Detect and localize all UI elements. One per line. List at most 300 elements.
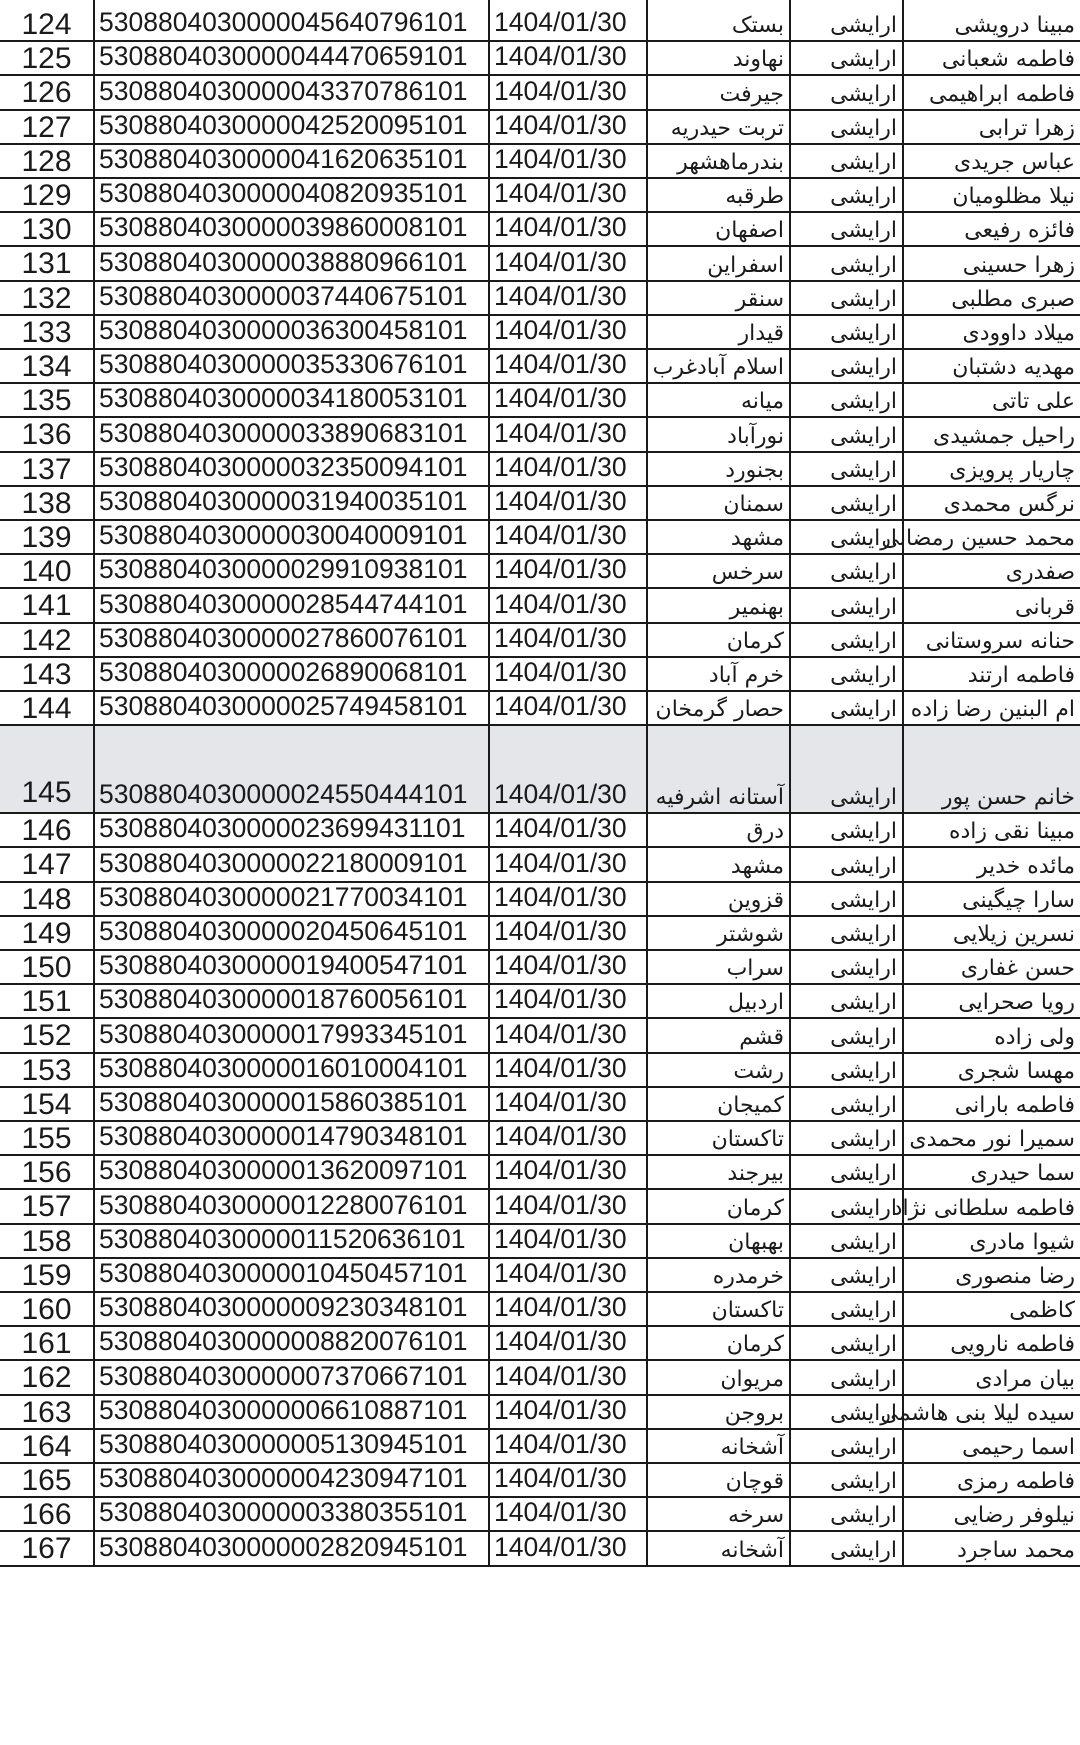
- cell-date[interactable]: 1404/01/30: [490, 418, 648, 450]
- cell-name[interactable]: صبری مطلبی: [951, 286, 1075, 312]
- cell-code[interactable]: 5308804030000017993345101: [95, 1019, 490, 1051]
- table-row[interactable]: [0, 179, 1080, 213]
- cell-type[interactable]: ارایشی: [791, 1190, 904, 1222]
- cell-city[interactable]: درق: [648, 814, 791, 846]
- cell-date[interactable]: 1404/01/30: [490, 624, 648, 656]
- cell-city[interactable]: بجنورد: [648, 453, 791, 485]
- table-row[interactable]: [0, 1190, 1080, 1224]
- cell-index[interactable]: 153: [0, 1054, 95, 1086]
- cell-date[interactable]: 1404/01/30: [490, 384, 648, 416]
- cell-type[interactable]: ارایشی: [791, 1498, 904, 1530]
- cell-name[interactable]: کاظمی: [1009, 1298, 1075, 1324]
- cell-code[interactable]: 5308804030000006610887101: [95, 1396, 490, 1428]
- cell-index[interactable]: 150: [0, 951, 95, 983]
- cell-index[interactable]: 130: [0, 213, 95, 245]
- table-row[interactable]: [0, 658, 1080, 692]
- cell-name[interactable]: سما حیدری: [970, 1161, 1075, 1187]
- cell-type[interactable]: ارایشی: [791, 917, 904, 949]
- cell-type[interactable]: ارایشی: [791, 814, 904, 846]
- cell-date[interactable]: 1404/01/30: [490, 213, 648, 245]
- cell-code[interactable]: 5308804030000010450457101: [95, 1259, 490, 1291]
- cell-type[interactable]: ارایشی: [791, 692, 904, 724]
- cell-date[interactable]: 1404/01/30: [490, 1259, 648, 1291]
- cell-index[interactable]: 166: [0, 1498, 95, 1530]
- cell-city[interactable]: کرمان: [648, 1327, 791, 1359]
- cell-index[interactable]: 135: [0, 384, 95, 416]
- cell-name[interactable]: فاطمه نارویی: [950, 1332, 1075, 1358]
- cell-code[interactable]: 5308804030000035330676101: [95, 350, 490, 382]
- cell-code[interactable]: 5308804030000032350094101: [95, 453, 490, 485]
- cell-type[interactable]: ارایشی: [791, 42, 904, 74]
- cell-index[interactable]: 159: [0, 1259, 95, 1291]
- cell-code[interactable]: 5308804030000030040009101: [95, 521, 490, 553]
- cell-date[interactable]: 1404/01/30: [490, 179, 648, 211]
- cell-index[interactable]: 144: [0, 692, 95, 724]
- cell-code[interactable]: 5308804030000002820945101: [95, 1532, 490, 1564]
- table-row[interactable]: [0, 1293, 1080, 1327]
- cell-city[interactable]: اصفهان: [648, 213, 791, 245]
- cell-date[interactable]: 1404/01/30: [490, 1156, 648, 1188]
- cell-type[interactable]: ارایشی: [791, 1054, 904, 1086]
- cell-date[interactable]: 1404/01/30: [490, 951, 648, 983]
- cell-city[interactable]: جیرفت: [648, 76, 791, 108]
- cell-name[interactable]: زهرا حسینی: [962, 252, 1075, 278]
- cell-date[interactable]: 1404/01/30: [490, 1225, 648, 1257]
- cell-name[interactable]: نیلوفر رضایی: [953, 1503, 1075, 1529]
- cell-type[interactable]: ارایشی: [791, 350, 904, 382]
- cell-city[interactable]: بندرماهشهر: [648, 145, 791, 177]
- cell-code[interactable]: 5308804030000009230348101: [95, 1293, 490, 1325]
- cell-name[interactable]: بیان مرادی: [975, 1366, 1075, 1392]
- cell-type[interactable]: ارایشی: [791, 1156, 904, 1188]
- cell-name[interactable]: رضا منصوری: [955, 1263, 1075, 1289]
- cell-date[interactable]: 1404/01/30: [490, 692, 648, 724]
- cell-index[interactable]: 126: [0, 76, 95, 108]
- cell-code[interactable]: 5308804030000003380355101: [95, 1498, 490, 1530]
- cell-date[interactable]: 1404/01/30: [490, 1190, 648, 1222]
- cell-name[interactable]: مائده خدیر: [976, 853, 1075, 879]
- cell-name[interactable]: خانم حسن پور: [941, 785, 1075, 811]
- cell-name[interactable]: محمد حسین رمضانی: [881, 526, 1075, 552]
- table-row[interactable]: [0, 726, 1080, 814]
- cell-type[interactable]: ارایشی: [791, 76, 904, 108]
- table-row[interactable]: [0, 521, 1080, 555]
- cell-type[interactable]: ارایشی: [791, 951, 904, 983]
- table-row[interactable]: [0, 1327, 1080, 1361]
- cell-code[interactable]: 5308804030000005130945101: [95, 1430, 490, 1462]
- cell-code[interactable]: 5308804030000008820076101: [95, 1327, 490, 1359]
- cell-type[interactable]: ارایشی: [791, 726, 904, 812]
- cell-code[interactable]: 5308804030000039860008101: [95, 213, 490, 245]
- cell-city[interactable]: آستانه اشرفیه: [648, 726, 791, 812]
- cell-type[interactable]: ارایشی: [791, 179, 904, 211]
- table-row[interactable]: [0, 1122, 1080, 1156]
- cell-date[interactable]: 1404/01/30: [490, 726, 648, 812]
- cell-type[interactable]: ارایشی: [791, 1088, 904, 1120]
- cell-code[interactable]: 5308804030000036300458101: [95, 316, 490, 348]
- cell-type[interactable]: ارایشی: [791, 1293, 904, 1325]
- cell-city[interactable]: طرقبه: [648, 179, 791, 211]
- cell-date[interactable]: 1404/01/30: [490, 145, 648, 177]
- cell-index[interactable]: 133: [0, 316, 95, 348]
- cell-city[interactable]: تاکستان: [648, 1293, 791, 1325]
- cell-code[interactable]: 5308804030000007370667101: [95, 1361, 490, 1393]
- table-row[interactable]: [0, 1054, 1080, 1088]
- cell-index[interactable]: 154: [0, 1088, 95, 1120]
- cell-code[interactable]: 5308804030000018760056101: [95, 985, 490, 1017]
- table-row[interactable]: [0, 1088, 1080, 1122]
- cell-code[interactable]: 5308804030000004230947101: [95, 1464, 490, 1496]
- cell-date[interactable]: 1404/01/30: [490, 1498, 648, 1530]
- cell-code[interactable]: 5308804030000041620635101: [95, 145, 490, 177]
- cell-city[interactable]: سرخه: [648, 1498, 791, 1530]
- table-row[interactable]: [0, 145, 1080, 179]
- cell-name[interactable]: سارا چیگینی: [962, 887, 1075, 913]
- cell-date[interactable]: 1404/01/30: [490, 1293, 648, 1325]
- table-row[interactable]: [0, 692, 1080, 726]
- cell-date[interactable]: 1404/01/30: [490, 42, 648, 74]
- cell-name[interactable]: سیده لیلا بنی هاشمی: [880, 1400, 1075, 1426]
- cell-name[interactable]: عباس جریدی: [954, 149, 1075, 175]
- cell-city[interactable]: بیرجند: [648, 1156, 791, 1188]
- table-row[interactable]: [0, 555, 1080, 589]
- cell-index[interactable]: 163: [0, 1396, 95, 1428]
- table-row[interactable]: [0, 624, 1080, 658]
- cell-index[interactable]: 157: [0, 1190, 95, 1222]
- table-row[interactable]: [0, 1156, 1080, 1190]
- cell-code[interactable]: 5308804030000040820935101: [95, 179, 490, 211]
- cell-type[interactable]: ارایشی: [791, 658, 904, 690]
- cell-type[interactable]: ارایشی: [791, 1532, 904, 1564]
- cell-city[interactable]: بستک: [648, 8, 791, 40]
- table-row[interactable]: [0, 350, 1080, 384]
- cell-city[interactable]: قوچان: [648, 1464, 791, 1496]
- cell-code[interactable]: 5308804030000026890068101: [95, 658, 490, 690]
- cell-name[interactable]: نرگس محمدی: [943, 491, 1075, 517]
- cell-index[interactable]: 143: [0, 658, 95, 690]
- cell-city[interactable]: سنقر: [648, 282, 791, 314]
- table-row[interactable]: [0, 76, 1080, 110]
- cell-index[interactable]: 124: [0, 8, 95, 40]
- table-row[interactable]: [0, 213, 1080, 247]
- cell-name[interactable]: محمد ساجرد: [957, 1537, 1075, 1563]
- cell-date[interactable]: 1404/01/30: [490, 1396, 648, 1428]
- cell-date[interactable]: 1404/01/30: [490, 453, 648, 485]
- cell-date[interactable]: 1404/01/30: [490, 1532, 648, 1564]
- cell-code[interactable]: 5308804030000019400547101: [95, 951, 490, 983]
- cell-name[interactable]: مهسا شجری: [957, 1058, 1075, 1084]
- cell-code[interactable]: 5308804030000028544744101: [95, 589, 490, 621]
- cell-city[interactable]: شوشتر: [648, 917, 791, 949]
- cell-city[interactable]: سراب: [648, 951, 791, 983]
- cell-type[interactable]: ارایشی: [791, 213, 904, 245]
- cell-date[interactable]: 1404/01/30: [490, 521, 648, 553]
- cell-name[interactable]: نسرین زیلایی: [952, 921, 1075, 947]
- cell-type[interactable]: ارایشی: [791, 555, 904, 587]
- cell-name[interactable]: اسما رحیمی: [962, 1434, 1075, 1460]
- cell-type[interactable]: ارایشی: [791, 1464, 904, 1496]
- table-row[interactable]: [0, 848, 1080, 882]
- cell-index[interactable]: 165: [0, 1464, 95, 1496]
- cell-name[interactable]: مهدیه دشتبان: [952, 355, 1075, 381]
- cell-type[interactable]: ارایشی: [791, 1361, 904, 1393]
- cell-index[interactable]: 167: [0, 1532, 95, 1564]
- table-row[interactable]: [0, 111, 1080, 145]
- cell-code[interactable]: 5308804030000020450645101: [95, 917, 490, 949]
- cell-type[interactable]: ارایشی: [791, 487, 904, 519]
- cell-code[interactable]: 5308804030000044470659101: [95, 42, 490, 74]
- cell-index[interactable]: 156: [0, 1156, 95, 1188]
- cell-code[interactable]: 5308804030000038880966101: [95, 247, 490, 279]
- cell-type[interactable]: ارایشی: [791, 1019, 904, 1051]
- cell-code[interactable]: 5308804030000016010004101: [95, 1054, 490, 1086]
- cell-city[interactable]: خرمدره: [648, 1259, 791, 1291]
- cell-date[interactable]: 1404/01/30: [490, 985, 648, 1017]
- cell-code[interactable]: 5308804030000023699431101: [95, 814, 490, 846]
- cell-type[interactable]: ارایشی: [791, 316, 904, 348]
- cell-city[interactable]: بهنمیر: [648, 589, 791, 621]
- cell-city[interactable]: اسفراین: [648, 247, 791, 279]
- cell-type[interactable]: ارایشی: [791, 848, 904, 880]
- cell-code[interactable]: 5308804030000045640796101: [95, 8, 490, 40]
- cell-name[interactable]: فاطمه رمزی: [956, 1469, 1075, 1495]
- cell-name[interactable]: رویا صحرایی: [958, 990, 1075, 1016]
- table-row[interactable]: [0, 42, 1080, 76]
- cell-city[interactable]: قشم: [648, 1019, 791, 1051]
- cell-name[interactable]: ام البنین رضا زاده: [910, 697, 1075, 723]
- cell-index[interactable]: 146: [0, 814, 95, 846]
- cell-type[interactable]: ارایشی: [791, 453, 904, 485]
- cell-city[interactable]: کمیجان: [648, 1088, 791, 1120]
- cell-code[interactable]: 5308804030000022180009101: [95, 848, 490, 880]
- cell-index[interactable]: 152: [0, 1019, 95, 1051]
- cell-code[interactable]: 5308804030000027860076101: [95, 624, 490, 656]
- cell-city[interactable]: اردبیل: [648, 985, 791, 1017]
- cell-name[interactable]: نیلا مظلومیان: [952, 184, 1075, 210]
- cell-date[interactable]: 1404/01/30: [490, 282, 648, 314]
- table-row[interactable]: [0, 316, 1080, 350]
- cell-code[interactable]: 5308804030000013620097101: [95, 1156, 490, 1188]
- cell-code[interactable]: 5308804030000024550444101: [95, 726, 490, 812]
- cell-name[interactable]: قربانی: [1015, 594, 1075, 620]
- cell-city[interactable]: رشت: [648, 1054, 791, 1086]
- cell-index[interactable]: 136: [0, 418, 95, 450]
- cell-name[interactable]: صفدری: [1005, 560, 1075, 586]
- table-row[interactable]: [0, 487, 1080, 521]
- cell-index[interactable]: 134: [0, 350, 95, 382]
- cell-type[interactable]: ارایشی: [791, 8, 904, 40]
- cell-name[interactable]: فاطمه ابراهیمی: [928, 81, 1075, 107]
- table-row[interactable]: [0, 384, 1080, 418]
- cell-index[interactable]: 137: [0, 453, 95, 485]
- cell-city[interactable]: اسلام آبادغرب: [648, 350, 791, 382]
- cell-date[interactable]: 1404/01/30: [490, 917, 648, 949]
- cell-type[interactable]: ارایشی: [791, 985, 904, 1017]
- table-row[interactable]: [0, 917, 1080, 951]
- cell-city[interactable]: سمنان: [648, 487, 791, 519]
- cell-date[interactable]: 1404/01/30: [490, 555, 648, 587]
- cell-code[interactable]: 5308804030000042520095101: [95, 111, 490, 143]
- cell-code[interactable]: 5308804030000029910938101: [95, 555, 490, 587]
- cell-date[interactable]: 1404/01/30: [490, 1464, 648, 1496]
- cell-index[interactable]: 147: [0, 848, 95, 880]
- cell-name[interactable]: شیوا مادری: [969, 1229, 1075, 1255]
- cell-code[interactable]: 5308804030000014790348101: [95, 1122, 490, 1154]
- cell-city[interactable]: کرمان: [648, 1190, 791, 1222]
- cell-city[interactable]: آشخانه: [648, 1430, 791, 1462]
- cell-type[interactable]: ارایشی: [791, 883, 904, 915]
- cell-index[interactable]: 151: [0, 985, 95, 1017]
- cell-index[interactable]: 132: [0, 282, 95, 314]
- cell-index[interactable]: 162: [0, 1361, 95, 1393]
- cell-code[interactable]: 5308804030000025749458101: [95, 692, 490, 724]
- cell-index[interactable]: 149: [0, 917, 95, 949]
- cell-city[interactable]: نورآباد: [648, 418, 791, 450]
- cell-type[interactable]: ارایشی: [791, 1122, 904, 1154]
- cell-type[interactable]: ارایشی: [791, 624, 904, 656]
- table-row[interactable]: [0, 1019, 1080, 1053]
- table-row[interactable]: [0, 883, 1080, 917]
- cell-type[interactable]: ارایشی: [791, 111, 904, 143]
- cell-index[interactable]: 142: [0, 624, 95, 656]
- table-row[interactable]: [0, 1259, 1080, 1293]
- table-row[interactable]: [0, 1396, 1080, 1430]
- cell-city[interactable]: کرمان: [648, 624, 791, 656]
- table-row[interactable]: [0, 951, 1080, 985]
- cell-index[interactable]: 160: [0, 1293, 95, 1325]
- cell-city[interactable]: مشهد: [648, 521, 791, 553]
- cell-date[interactable]: 1404/01/30: [490, 1019, 648, 1051]
- cell-index[interactable]: 125: [0, 42, 95, 74]
- table-row[interactable]: [0, 814, 1080, 848]
- cell-name[interactable]: سمیرا نور محمدی: [909, 1127, 1075, 1153]
- table-row[interactable]: [0, 589, 1080, 623]
- cell-index[interactable]: 155: [0, 1122, 95, 1154]
- cell-name[interactable]: زهرا ترابی: [978, 115, 1075, 141]
- table-row[interactable]: [0, 418, 1080, 452]
- cell-city[interactable]: قزوین: [648, 883, 791, 915]
- table-row[interactable]: [0, 1430, 1080, 1464]
- cell-name[interactable]: میلاد داوودی: [962, 320, 1075, 346]
- cell-city[interactable]: بهبهان: [648, 1225, 791, 1257]
- table-row[interactable]: [0, 1361, 1080, 1395]
- cell-date[interactable]: 1404/01/30: [490, 814, 648, 846]
- cell-date[interactable]: 1404/01/30: [490, 487, 648, 519]
- cell-type[interactable]: ارایشی: [791, 384, 904, 416]
- cell-date[interactable]: 1404/01/30: [490, 658, 648, 690]
- cell-date[interactable]: 1404/01/30: [490, 1088, 648, 1120]
- cell-index[interactable]: 139: [0, 521, 95, 553]
- cell-index[interactable]: 148: [0, 883, 95, 915]
- cell-date[interactable]: 1404/01/30: [490, 883, 648, 915]
- cell-code[interactable]: 5308804030000034180053101: [95, 384, 490, 416]
- cell-date[interactable]: 1404/01/30: [490, 76, 648, 108]
- cell-name[interactable]: فاطمه بارانی: [954, 1092, 1075, 1118]
- cell-date[interactable]: 1404/01/30: [490, 1122, 648, 1154]
- cell-date[interactable]: 1404/01/30: [490, 1054, 648, 1086]
- cell-name[interactable]: مبینا درویشی: [954, 13, 1075, 39]
- cell-index[interactable]: 145: [0, 726, 95, 812]
- cell-index[interactable]: 127: [0, 111, 95, 143]
- cell-index[interactable]: 161: [0, 1327, 95, 1359]
- cell-type[interactable]: ارایشی: [791, 521, 904, 553]
- cell-name[interactable]: علی تاتی: [991, 389, 1075, 415]
- cell-index[interactable]: 131: [0, 247, 95, 279]
- cell-type[interactable]: ارایشی: [791, 589, 904, 621]
- cell-name[interactable]: ولی زاده: [994, 1024, 1075, 1050]
- cell-city[interactable]: حصار گرمخان: [648, 692, 791, 724]
- cell-name[interactable]: فاطمه سلطانی نژاد: [892, 1195, 1075, 1221]
- cell-index[interactable]: 141: [0, 589, 95, 621]
- cell-code[interactable]: 5308804030000011520636101: [95, 1225, 490, 1257]
- table-row[interactable]: [0, 1532, 1080, 1566]
- cell-type[interactable]: ارایشی: [791, 282, 904, 314]
- cell-type[interactable]: ارایشی: [791, 145, 904, 177]
- cell-code[interactable]: 5308804030000021770034101: [95, 883, 490, 915]
- cell-type[interactable]: ارایشی: [791, 1430, 904, 1462]
- cell-name[interactable]: حنانه سروستانی: [925, 628, 1075, 654]
- cell-name[interactable]: راحیل جمشیدی: [933, 423, 1075, 449]
- cell-type[interactable]: ارایشی: [791, 418, 904, 450]
- cell-name[interactable]: فاطمه ارتند: [967, 662, 1075, 688]
- cell-code[interactable]: 5308804030000037440675101: [95, 282, 490, 314]
- cell-city[interactable]: آشخانه: [648, 1532, 791, 1564]
- cell-date[interactable]: 1404/01/30: [490, 8, 648, 40]
- cell-city[interactable]: میانه: [648, 384, 791, 416]
- cell-index[interactable]: 140: [0, 555, 95, 587]
- cell-date[interactable]: 1404/01/30: [490, 1361, 648, 1393]
- cell-index[interactable]: 128: [0, 145, 95, 177]
- cell-code[interactable]: 5308804030000012280076101: [95, 1190, 490, 1222]
- cell-date[interactable]: 1404/01/30: [490, 247, 648, 279]
- cell-name[interactable]: فائزه رفیعی: [964, 218, 1075, 244]
- cell-city[interactable]: مریوان: [648, 1361, 791, 1393]
- cell-city[interactable]: قیدار: [648, 316, 791, 348]
- table-row[interactable]: [0, 1464, 1080, 1498]
- cell-name[interactable]: فاطمه شعبانی: [941, 47, 1075, 73]
- table-row[interactable]: [0, 453, 1080, 487]
- cell-name[interactable]: حسن غفاری: [960, 956, 1075, 982]
- cell-city[interactable]: نهاوند: [648, 42, 791, 74]
- cell-index[interactable]: 158: [0, 1225, 95, 1257]
- table-row[interactable]: [0, 985, 1080, 1019]
- cell-code[interactable]: 5308804030000031940035101: [95, 487, 490, 519]
- cell-index[interactable]: 138: [0, 487, 95, 519]
- table-row[interactable]: [0, 1225, 1080, 1259]
- cell-city[interactable]: خرم آباد: [648, 658, 791, 690]
- cell-type[interactable]: ارایشی: [791, 1327, 904, 1359]
- table-row[interactable]: [0, 282, 1080, 316]
- cell-city[interactable]: تربت حیدریه: [648, 111, 791, 143]
- cell-index[interactable]: 164: [0, 1430, 95, 1462]
- cell-date[interactable]: 1404/01/30: [490, 589, 648, 621]
- table-row[interactable]: [0, 247, 1080, 281]
- cell-city[interactable]: سرخس: [648, 555, 791, 587]
- cell-type[interactable]: ارایشی: [791, 1396, 904, 1428]
- cell-type[interactable]: ارایشی: [791, 1225, 904, 1257]
- cell-date[interactable]: 1404/01/30: [490, 350, 648, 382]
- table-row[interactable]: [0, 8, 1080, 42]
- cell-code[interactable]: 5308804030000043370786101: [95, 76, 490, 108]
- cell-type[interactable]: ارایشی: [791, 1259, 904, 1291]
- cell-type[interactable]: ارایشی: [791, 247, 904, 279]
- cell-code[interactable]: 5308804030000033890683101: [95, 418, 490, 450]
- cell-date[interactable]: 1404/01/30: [490, 1327, 648, 1359]
- cell-code[interactable]: 5308804030000015860385101: [95, 1088, 490, 1120]
- cell-date[interactable]: 1404/01/30: [490, 1430, 648, 1462]
- cell-city[interactable]: بروجن: [648, 1396, 791, 1428]
- cell-date[interactable]: 1404/01/30: [490, 848, 648, 880]
